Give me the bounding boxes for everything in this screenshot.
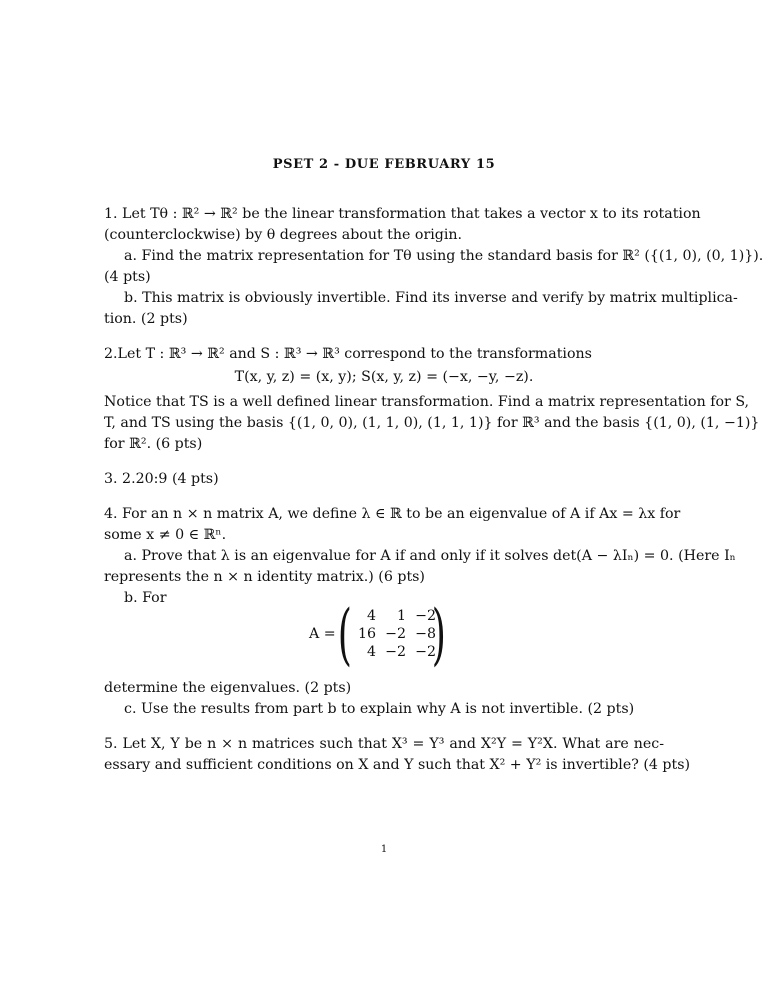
matrix-cell: −2 xyxy=(385,626,406,642)
problem-1-line-2: (counterclockwise) by θ degrees about the origin. xyxy=(104,227,463,243)
matrix-cell: −2 xyxy=(415,644,436,660)
problem-4-line-1: 4. For an n × n matrix A, we define λ ∈ ℝ to be an eigenvalue of A if Ax = λx for xyxy=(104,506,681,522)
problem-2-equation: T(x, y, z) = (x, y); S(x, y, z) = (−x, −y, −z). xyxy=(234,369,534,385)
page-number: 1 xyxy=(380,844,388,855)
problem-3-line-1: 3. 2.20:9 (4 pts) xyxy=(104,471,219,487)
matrix-cell: −2 xyxy=(415,608,436,624)
problem-4b-line-1: b. For xyxy=(124,590,167,606)
matrix-left-paren: ( xyxy=(337,596,352,673)
problem-2-line-4: for ℝ². (6 pts) xyxy=(104,436,203,452)
problem-4-line-2: some x ≠ 0 ∈ ℝⁿ. xyxy=(104,527,227,543)
matrix-cell: −2 xyxy=(385,644,406,660)
matrix-cell: 4 xyxy=(366,608,376,624)
matrix-right-paren: ) xyxy=(431,596,446,673)
problem-5-line-1: 5. Let X, Y be n × n matrices such that X³ = Y³ and X²Y = Y²X. What are nec- xyxy=(104,736,664,752)
problem-2-line-2: Notice that TS is a well defined linear transformation. Find a matrix representation for S, xyxy=(104,394,750,410)
problem-1b-line-1: b. This matrix is obviously invertible. Find its inverse and verify by matrix multiplica- xyxy=(124,290,738,306)
matrix-cell: 4 xyxy=(366,644,376,660)
matrix-a-label: A = xyxy=(309,626,336,642)
problem-4b-line-2: determine the eigenvalues. (2 pts) xyxy=(104,680,352,696)
matrix-cell: 1 xyxy=(396,608,406,624)
matrix-cell: 16 xyxy=(357,626,376,642)
problem-1a-line-2: (4 pts) xyxy=(104,269,151,285)
problem-4c-line-1: c. Use the results from part b to explain why A is not invertible. (2 pts) xyxy=(124,701,635,717)
problem-4a-line-1: a. Prove that λ is an eigenvalue for A if and only if it solves det(A − λIₙ) = 0. (Here Iₙ xyxy=(124,548,736,564)
problem-2-line-3: T, and TS using the basis {(1, 0, 0), (1, 1, 0), (1, 1, 1)} for ℝ³ and the basis {(1, 0), (1, −1)} xyxy=(104,415,760,431)
page-title: PSET 2 - DUE FEBRUARY 15 xyxy=(272,157,496,172)
problem-4a-line-2: represents the n × n identity matrix.) (6 pts) xyxy=(104,569,425,585)
problem-2-line-1: 2.Let T : ℝ³ → ℝ² and S : ℝ³ → ℝ³ correspond to the transformations xyxy=(104,346,592,362)
problem-5-line-2: essary and sufficient conditions on X and Y such that X² + Y² is invertible? (4 pts) xyxy=(104,757,691,773)
matrix-cell: −8 xyxy=(415,626,436,642)
problem-1a-line-1: a. Find the matrix representation for Tθ using the standard basis for ℝ² ({(1, 0), (0, 1)}). xyxy=(124,248,764,264)
problem-1-line-1: 1. Let Tθ : ℝ² → ℝ² be the linear transformation that takes a vector x to its rotation xyxy=(104,206,701,222)
problem-1b-line-2: tion. (2 pts) xyxy=(104,311,188,327)
